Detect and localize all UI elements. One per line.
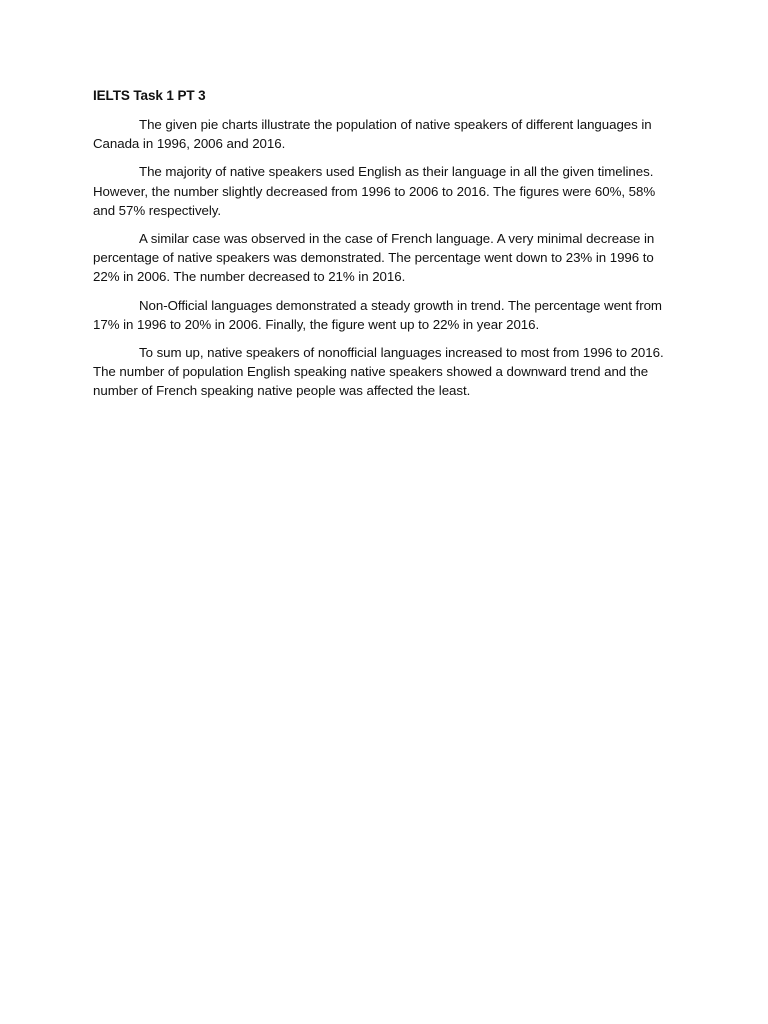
document-body (93, 87, 678, 410)
document-title: IELTS Task 1 PT 3 (93, 88, 206, 103)
paragraph-french: A similar case was observed in the case of French language. A very minimal decrease in percentage of native speakers was demonstrated. The percentage went down to 23% in 1996 to 22% in 2006. The number decreased to 21% in 2016. (93, 231, 655, 285)
paragraph-english: The majority of native speakers used English as their language in all the given timelines. However, the number slightly decreased from 1996 to 2006 to 2016. The figures were 60%, 58% and 57% respectively. (93, 164, 656, 218)
paragraph-conclusion: To sum up, native speakers of nonofficial languages increased to most from 1996 to 2016. The number of population English speaking native speakers showed a downward trend and the number of French speaking native people was affected the least. (93, 345, 664, 399)
paragraph-intro: The given pie charts illustrate the population of native speakers of different languages in Canada in 1996, 2006 and 2016. (93, 117, 652, 152)
paragraph-non-official: Non-Official languages demonstrated a steady growth in trend. The percentage went from 17% in 1996 to 20% in 2006. Finally, the figure went up to 22% in year 2016. (93, 297, 662, 332)
